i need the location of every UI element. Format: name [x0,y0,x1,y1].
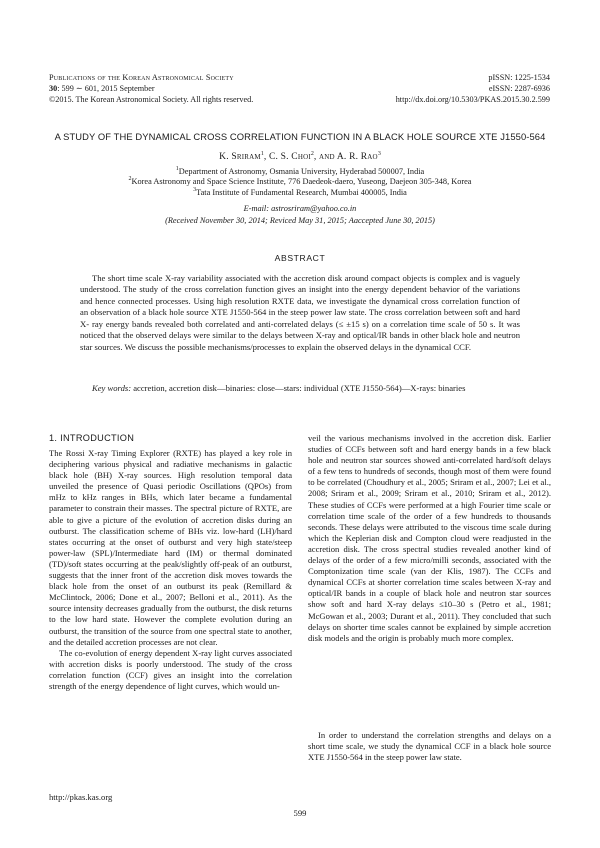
affiliation-line [40,188,560,198]
received-dates: (Received November 30, 2014; Reviced May 31, 2015; Aaccepted June 30, 2015) [165,216,435,225]
author-affiliation-mark: 2 [310,150,314,157]
email-address[interactable]: astrosriram@yahoo.co.in [271,204,357,213]
intro-paragraph-2-start: The co-evolution of energy dependent X-ray light curves associated with accretion disks is poorly understood. The study of the cross correlation function (CCF) gives an insight into the correlation strength of the energy dependence of light curves, which would un- [49,647,292,691]
author-affiliation-mark: 3 [377,150,381,157]
issn-block [310,72,550,105]
author-affiliation-mark: 1 [260,150,264,157]
page-number: 599 [293,808,307,818]
copyright: ©2015. The Korean Astronomical Society. All rights reserved. [49,95,254,104]
author-name: A. R. Rao [336,152,378,162]
email-line [40,204,560,213]
affiliation-mark: 3 [193,186,197,193]
volume-number: 30 [49,84,58,93]
author-separator: , [263,152,269,162]
paper-title: A STUDY OF THE DYNAMICAL CROSS CORRELATION FUNCTION IN A BLACK HOLE SOURCE XTE J1550-564 [54,131,546,142]
author-name: K. Sriram [219,152,261,162]
keywords-list: accretion, accretion disk—binaries: close—stars: individual (XTE J1550-564)—X-rays: binaries [133,383,466,393]
doi-link[interactable]: http://dx.doi.org/10.5303/PKAS.2015.30.2.599 [395,95,550,104]
intro-paragraph-3: In order to understand the correlation strengths and delays on a short time scale, we study the dynamical CCF in a black hole source XTE J1550-564 in the steep power law state. [308,730,551,763]
eissn: eISSN: 2287-6936 [488,84,550,93]
footer-url[interactable]: http://pkas.kas.org [49,792,113,802]
abstract-text: The short time scale X-ray variability associated with the accretion disk around compact objects is complex and is vaguely understood. The study of the cross correlation function gives an insight into the energy dependent behavior of the variations and hence connected processes. Using high resolution RXTE data, we investigate the dynamical cross correlation function of an observation of a black hole source XTE J1550-564 in the steep power law state. The cross correlation between soft and hard X- ray energy bands revealed both correlated and anti-correlated delays (≤ ±15 s) on a correlation time scale of 50 s. It was noticed that the observed delays were similar to the delays between X-ray and optical/IR bands in other black hole and neutron star sources. We discuss the possible mechanisms/processes to explain the observed delays in the dynamical CCF. [80,273,520,352]
keywords-label: Key words: [92,383,132,393]
section-heading-introduction: 1. INTRODUCTION [49,433,135,443]
affiliation-line [40,167,560,177]
intro-column-left [49,448,292,692]
intro-column-right [308,433,551,644]
pissn: pISSN: 1225-1534 [488,73,550,82]
intro-paragraph-2-cont: veil the various mechanisms involved in the accretion disk. Earlier studies of CCFs between soft and hard energy bands in a few black hole and neutron star sources showed anti-correlated hard/soft delays of a few tens to hundreds of seconds, though most of them were found to be correlated (Choudhury et al., 2005; Sriram et al., 2007; Lei et al., 2008; Sriram et al., 2009; Sriram et al., 2010; Sriram et al., 2012). These studies of CCFs were performed at a high Fourier time scale or correlation time scale of the order of a few hundreds to thousands seconds. These delays were attributed to the viscous time scale during which the Keplerian disk and Compton cloud were readjusted in the accretion disk. The cross spectral studies revealed another kind of delays of the order of a few micro/milli seconds, associated with the Comptonization time scale (van der Klis, 1987). The CCFs and dynamical CCFs at shorter correlation time scales between X-ray and optical/IR bands in a couple of black hole and neutron star sources show soft and hard X-ray delays ≤10–30 s (Petro et al., 1981; McGowan et al., 2003; Durant et al., 2011). They concluded that such delays on shorter time scales cannot be explained by simple accretion disk models and the origin is probably much more complex. [308,433,551,643]
journal-name: Publications of the Korean Astronomical Society [49,73,234,82]
email-label: E-mail: [243,204,270,213]
page-range: : 599 ∼ 601, 2015 September [57,84,155,93]
intro-column-right-bottom [308,730,551,763]
author-list [40,152,560,162]
affiliations [40,167,560,198]
affiliation-line [40,177,560,187]
intro-paragraph-1: The Rossi X-ray Timing Explorer (RXTE) has played a key role in deciphering various physical and radiative mechanisms in galactic black hole (BH) X-ray sources. High resolution temporal data unveiled the presence of Quasi periodic Oscillations (QPOs) from mHz to kHz ranges in BHs, which later became a fundamental parameter to constrain their masses. The spectral picture of RXTE, are able to give a picture of the evolution of accretion disks during an outburst. The classification scheme of BHs viz. low-hard (LH)/hard states occurring at the onset of outburst and very high state/steep power-law (SPL)/Intermediate hard (IM) or thermal dominated (TD)/soft states occurring at the peak/slightly off-peak of an outburst, suggests that the inner front of the accretion disk moves towards the black hole from the onset of an outburst its peak (Remillard & McClintock, 2006; Done et al., 2007; Belloni et al., 2011). As the source intensity decreases gradually from the outburst, the disk returns to the low hard state. However the complete evolution during an outburst, the transition of the source from one spectral state to another, and the detailed accretion processes are not clear. [49,448,292,647]
affiliation-text: Korea Astronomy and Space Science Institute, 776 Daedeok-daero, Yuseong, Daejeon 305-348, Korea [131,177,472,187]
abstract-heading: ABSTRACT [274,253,326,263]
affiliation-mark: 1 [175,166,179,173]
author-separator: , and [313,152,337,162]
affiliation-text: Department of Astronomy, Osmania University, Hyderabad 500007, India [178,167,425,176]
author-name: C. S. Choi [268,152,311,162]
affiliation-mark: 2 [128,176,132,183]
affiliation-text: Tata Institute of Fundamental Research, Mumbai 400005, India [196,187,407,197]
keywords [80,383,520,394]
